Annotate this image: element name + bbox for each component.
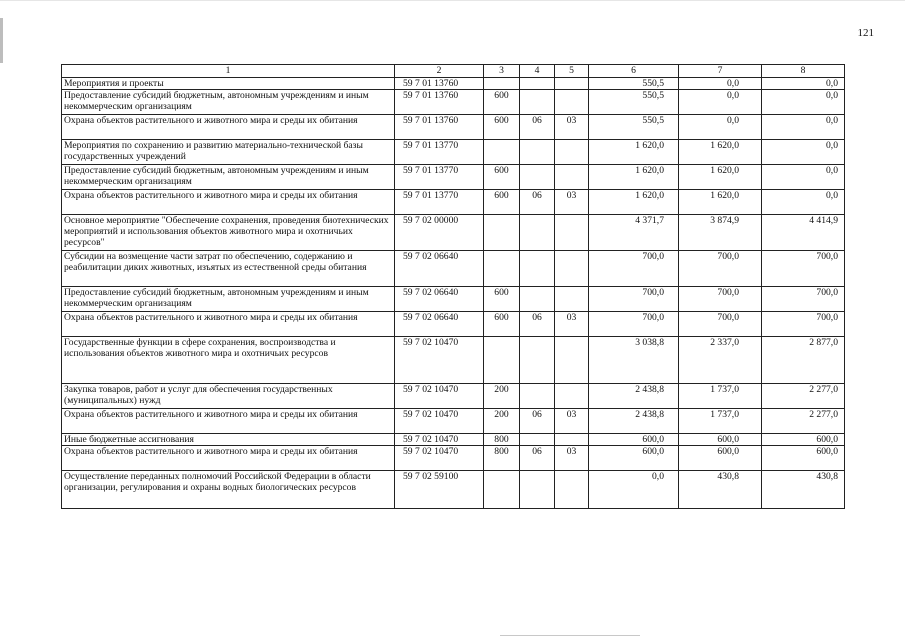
row-value-7: 1 620,0	[679, 140, 762, 165]
row-col-3	[484, 140, 520, 165]
row-col-5	[555, 78, 589, 90]
row-value-6: 1 620,0	[589, 190, 679, 215]
row-col-3: 600	[484, 90, 520, 115]
row-col-4	[520, 251, 555, 287]
row-value-8: 4 414,9	[762, 215, 845, 251]
row-col-5: 03	[555, 190, 589, 215]
row-value-7: 600,0	[679, 446, 762, 471]
row-name: Охрана объектов растительного и животного мира и среды их обитания	[62, 115, 395, 140]
row-col-3: 800	[484, 434, 520, 446]
row-code: 59 7 02 59100	[395, 471, 484, 509]
row-col-3	[484, 471, 520, 509]
row-value-8: 0,0	[762, 165, 845, 190]
row-code: 59 7 01 13770	[395, 190, 484, 215]
row-code: 59 7 02 10470	[395, 446, 484, 471]
row-value-7: 1 620,0	[679, 190, 762, 215]
row-value-6: 550,5	[589, 115, 679, 140]
row-col-3: 200	[484, 384, 520, 409]
row-col-5	[555, 471, 589, 509]
row-col-4	[520, 471, 555, 509]
row-name: Предоставление субсидий бюджетным, автономным учреждениям и иным некоммерческим организациям	[62, 90, 395, 115]
row-code: 59 7 02 10470	[395, 337, 484, 384]
table-row	[62, 434, 845, 446]
table-row	[62, 251, 845, 287]
row-name: Охрана объектов растительного и животного мира и среды их обитания	[62, 446, 395, 471]
row-value-8: 600,0	[762, 446, 845, 471]
row-col-3: 600	[484, 312, 520, 337]
table-row	[62, 312, 845, 337]
row-col-5	[555, 90, 589, 115]
row-col-4	[520, 215, 555, 251]
table-row	[62, 409, 845, 434]
row-value-8: 0,0	[762, 78, 845, 90]
row-col-3	[484, 215, 520, 251]
row-col-4: 06	[520, 190, 555, 215]
row-value-6: 600,0	[589, 434, 679, 446]
row-code: 59 7 01 13770	[395, 165, 484, 190]
row-col-3: 200	[484, 409, 520, 434]
table-row	[62, 471, 845, 509]
row-col-4	[520, 434, 555, 446]
row-col-5	[555, 251, 589, 287]
row-name: Мероприятия и проекты	[62, 78, 395, 90]
scan-edge-bottom	[500, 635, 640, 636]
row-name: Субсидии на возмещение части затрат по обеспечению, содержанию и реабилитации диких животных, изъятых из естественной среды обитания	[62, 251, 395, 287]
row-col-3: 600	[484, 190, 520, 215]
table-row	[62, 165, 845, 190]
table-header-row	[62, 65, 845, 78]
row-value-8: 0,0	[762, 90, 845, 115]
row-value-6: 600,0	[589, 446, 679, 471]
row-value-8: 2 277,0	[762, 384, 845, 409]
row-code: 59 7 02 00000	[395, 215, 484, 251]
header-col-3: 3	[484, 65, 520, 78]
row-value-7: 1 620,0	[679, 165, 762, 190]
row-col-5: 03	[555, 312, 589, 337]
row-value-6: 700,0	[589, 312, 679, 337]
row-col-4	[520, 384, 555, 409]
budget-table	[61, 64, 845, 509]
row-col-4	[520, 287, 555, 312]
row-col-5: 03	[555, 446, 589, 471]
table-row	[62, 215, 845, 251]
table-row	[62, 337, 845, 384]
table-row	[62, 446, 845, 471]
row-col-5	[555, 434, 589, 446]
header-col-7: 7	[679, 65, 762, 78]
row-col-3: 600	[484, 115, 520, 140]
row-value-6: 700,0	[589, 251, 679, 287]
table-row	[62, 384, 845, 409]
row-name: Мероприятия по сохранению и развитию материально-технической базы государственных учреждений	[62, 140, 395, 165]
row-col-4	[520, 165, 555, 190]
row-col-5	[555, 384, 589, 409]
table-row	[62, 287, 845, 312]
row-name: Охрана объектов растительного и животного мира и среды их обитания	[62, 190, 395, 215]
table-row	[62, 190, 845, 215]
row-name: Предоставление субсидий бюджетным, автономным учреждениям и иным некоммерческим организациям	[62, 287, 395, 312]
row-name: Основное мероприятие "Обеспечение сохранения, проведения биотехнических мероприятий и использования объектов животного мира и охотничьих ресурсов"	[62, 215, 395, 251]
row-value-8: 430,8	[762, 471, 845, 509]
row-col-5	[555, 165, 589, 190]
row-value-6: 550,5	[589, 90, 679, 115]
header-col-6: 6	[589, 65, 679, 78]
row-code: 59 7 02 10470	[395, 384, 484, 409]
row-name: Иные бюджетные ассигнования	[62, 434, 395, 446]
row-col-3	[484, 251, 520, 287]
scan-edge-left	[0, 18, 3, 63]
row-code: 59 7 02 06640	[395, 251, 484, 287]
row-value-8: 2 877,0	[762, 337, 845, 384]
row-name: Государственные функции в сфере сохранения, воспроизводства и использования объектов животного мира и охотничьих ресурсов	[62, 337, 395, 384]
row-value-7: 700,0	[679, 287, 762, 312]
row-col-3: 800	[484, 446, 520, 471]
row-value-8: 0,0	[762, 115, 845, 140]
row-value-7: 700,0	[679, 251, 762, 287]
row-col-5	[555, 337, 589, 384]
row-value-6: 4 371,7	[589, 215, 679, 251]
row-value-6: 700,0	[589, 287, 679, 312]
row-col-4	[520, 140, 555, 165]
row-value-6: 0,0	[589, 471, 679, 509]
row-value-7: 0,0	[679, 115, 762, 140]
row-value-8: 0,0	[762, 140, 845, 165]
table-row	[62, 140, 845, 165]
row-value-7: 3 874,9	[679, 215, 762, 251]
row-col-5	[555, 215, 589, 251]
row-col-5: 03	[555, 409, 589, 434]
row-code: 59 7 02 06640	[395, 287, 484, 312]
row-code: 59 7 01 13760	[395, 90, 484, 115]
row-col-4: 06	[520, 312, 555, 337]
header-col-1: 1	[62, 65, 395, 78]
row-col-3: 600	[484, 287, 520, 312]
row-col-4: 06	[520, 409, 555, 434]
row-value-6: 2 438,8	[589, 384, 679, 409]
row-value-8: 700,0	[762, 251, 845, 287]
row-value-7: 0,0	[679, 78, 762, 90]
row-value-7: 1 737,0	[679, 384, 762, 409]
page-number: 121	[857, 27, 874, 39]
row-value-7: 1 737,0	[679, 409, 762, 434]
row-col-3	[484, 337, 520, 384]
row-col-4	[520, 78, 555, 90]
row-name: Осуществление переданных полномочий Российской Федерации в области организации, регулирования и охраны водных биологических ресурсов	[62, 471, 395, 509]
table-row	[62, 90, 845, 115]
row-value-6: 1 620,0	[589, 140, 679, 165]
row-code: 59 7 01 13770	[395, 140, 484, 165]
table-row	[62, 78, 845, 90]
row-value-6: 550,5	[589, 78, 679, 90]
row-value-7: 2 337,0	[679, 337, 762, 384]
header-col-5: 5	[555, 65, 589, 78]
row-col-3	[484, 78, 520, 90]
row-value-8: 600,0	[762, 434, 845, 446]
row-code: 59 7 01 13760	[395, 115, 484, 140]
row-code: 59 7 02 10470	[395, 434, 484, 446]
row-value-8: 700,0	[762, 287, 845, 312]
row-col-4: 06	[520, 446, 555, 471]
row-value-6: 1 620,0	[589, 165, 679, 190]
table-row	[62, 115, 845, 140]
row-value-8: 700,0	[762, 312, 845, 337]
row-col-5	[555, 287, 589, 312]
row-value-8: 0,0	[762, 190, 845, 215]
row-name: Охрана объектов растительного и животного мира и среды их обитания	[62, 312, 395, 337]
row-col-4: 06	[520, 115, 555, 140]
row-value-6: 2 438,8	[589, 409, 679, 434]
table-body	[62, 78, 845, 509]
row-col-4	[520, 337, 555, 384]
row-value-7: 430,8	[679, 471, 762, 509]
row-name: Охрана объектов растительного и животного мира и среды их обитания	[62, 409, 395, 434]
row-value-7: 600,0	[679, 434, 762, 446]
row-col-5: 03	[555, 115, 589, 140]
row-name: Предоставление субсидий бюджетным, автономным учреждениям и иным некоммерческим организациям	[62, 165, 395, 190]
row-col-3: 600	[484, 165, 520, 190]
row-value-7: 0,0	[679, 90, 762, 115]
row-col-4	[520, 90, 555, 115]
row-code: 59 7 01 13760	[395, 78, 484, 90]
row-code: 59 7 02 06640	[395, 312, 484, 337]
row-code: 59 7 02 10470	[395, 409, 484, 434]
header-col-4: 4	[520, 65, 555, 78]
header-col-2: 2	[395, 65, 484, 78]
row-value-6: 3 038,8	[589, 337, 679, 384]
scan-edge-top	[0, 0, 905, 1]
row-col-5	[555, 140, 589, 165]
header-col-8: 8	[762, 65, 845, 78]
row-name: Закупка товаров, работ и услуг для обеспечения государственных (муниципальных) нужд	[62, 384, 395, 409]
row-value-8: 2 277,0	[762, 409, 845, 434]
row-value-7: 700,0	[679, 312, 762, 337]
